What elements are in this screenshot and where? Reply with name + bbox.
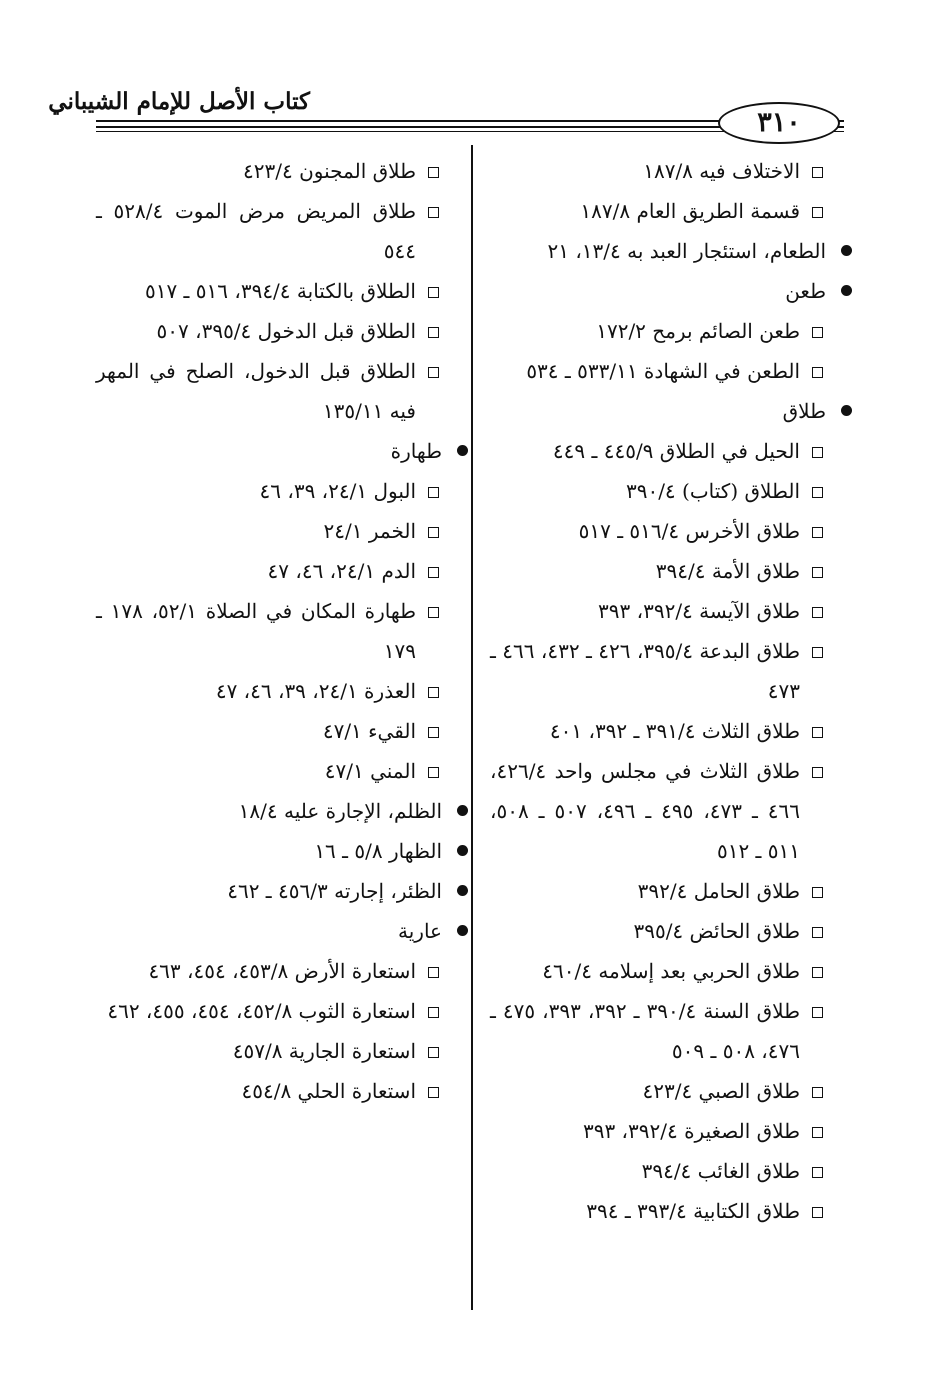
filled-bullet-icon: [457, 805, 468, 816]
hollow-square-bullet-icon: [812, 527, 823, 538]
index-column-right: [490, 151, 826, 1231]
index-subentry: [96, 951, 442, 991]
hollow-square-bullet-icon: [428, 287, 439, 298]
entry-text: طلاق الثلاث في مجلس واحد ٤٢٦/٤، ٤٦٦ ـ ٤٧٣، ٤٩٥ ـ ٤٩٦، ٥٠٧ ـ ٥٠٨، ٥١١ ـ ٥١٢: [490, 759, 801, 863]
index-subentry: [490, 551, 826, 591]
entry-text: الظئر، إجارته ٤٥٦/٣ ـ ٤٦٢: [227, 879, 442, 903]
index-subentry: [490, 311, 826, 351]
index-subentry: [490, 911, 826, 951]
page-header: [0, 0, 944, 150]
entry-text: عارية: [398, 919, 442, 943]
entry-text: طلاق المريض مرض الموت ٥٢٨/٤ ـ ٥٤٤: [96, 199, 416, 263]
index-subentry: [490, 1111, 826, 1151]
hollow-square-bullet-icon: [812, 567, 823, 578]
entry-text: طلاق الصغيرة ٣٩٢/٤، ٣٩٣: [582, 1119, 800, 1143]
index-subentry: [490, 1071, 826, 1111]
index-subentry: [490, 951, 826, 991]
index-subentry: [490, 511, 826, 551]
index-heading-entry: [96, 431, 442, 471]
entry-text: قسمة الطريق العام ١٨٧/٨: [580, 199, 800, 223]
hollow-square-bullet-icon: [812, 927, 823, 938]
index-column-left: [96, 151, 442, 1111]
hollow-square-bullet-icon: [812, 207, 823, 218]
index-heading-entry: [96, 831, 442, 871]
entry-text: طلاق الكتابية ٣٩٣/٤ ـ ٣٩٤: [586, 1199, 800, 1223]
index-heading-entry: [96, 871, 442, 911]
entry-text: الظلم، الإجارة عليه ١٨/٤: [238, 799, 442, 823]
entry-text: الخمر ٢٤/١: [323, 519, 416, 543]
hollow-square-bullet-icon: [428, 207, 439, 218]
entry-text: طعن الصائم برمح ١٧٢/٢: [596, 319, 800, 343]
entry-text: طلاق الحربي بعد إسلامه ٤٦٠/٤: [542, 959, 800, 983]
entry-text: طلاق الثلاث ٣٩١/٤ ـ ٣٩٢، ٤٠١: [549, 719, 800, 743]
entry-text: الاختلاف فيه ١٨٧/٨: [643, 159, 800, 183]
entry-text: الطلاق (كتاب) ٣٩٠/٤: [625, 479, 800, 503]
index-subentry: [96, 591, 442, 671]
entry-text: الحيل في الطلاق ٤٤٥/٩ ـ ٤٤٩: [552, 439, 800, 463]
hollow-square-bullet-icon: [812, 1087, 823, 1098]
entry-text: طلاق السنة ٣٩٠/٤ ـ ٣٩٢، ٣٩٣، ٤٧٥ ـ ٤٧٦، ٥٠٨ ـ ٥٠٩: [490, 999, 800, 1063]
index-subentry: [490, 871, 826, 911]
hollow-square-bullet-icon: [812, 167, 823, 178]
hollow-square-bullet-icon: [428, 487, 439, 498]
hollow-square-bullet-icon: [812, 487, 823, 498]
index-subentry: [490, 751, 826, 871]
entry-text: طلاق: [782, 399, 826, 423]
index-subentry: [96, 1071, 442, 1111]
book-title: كتاب الأصل للإمام الشيباني: [48, 88, 310, 115]
entry-text: استعارة الثوب ٤٥٢/٨، ٤٥٤، ٤٥٥، ٤٦٢: [107, 999, 416, 1023]
hollow-square-bullet-icon: [428, 607, 439, 618]
hollow-square-bullet-icon: [812, 967, 823, 978]
hollow-square-bullet-icon: [812, 1007, 823, 1018]
entry-text: طلاق الصبي ٤٢٣/٤: [642, 1079, 800, 1103]
index-subentry: [490, 591, 826, 631]
entry-text: المني ٤٧/١: [324, 759, 416, 783]
index-subentry: [490, 471, 826, 511]
index-subentry: [96, 671, 442, 711]
page-number: ٣١٠: [718, 102, 840, 144]
index-subentry: [96, 271, 442, 311]
hollow-square-bullet-icon: [428, 167, 439, 178]
filled-bullet-icon: [457, 925, 468, 936]
index-subentry: [96, 151, 442, 191]
index-subentry: [490, 991, 826, 1071]
hollow-square-bullet-icon: [812, 447, 823, 458]
hollow-square-bullet-icon: [812, 727, 823, 738]
index-subentry: [96, 471, 442, 511]
hollow-square-bullet-icon: [428, 767, 439, 778]
entry-text: الطعن في الشهادة ٥٣٣/١١ ـ ٥٣٤: [526, 359, 800, 383]
entry-text: طلاق الغائب ٣٩٤/٤: [641, 1159, 800, 1183]
index-heading-entry: [490, 271, 826, 311]
index-subentry: [96, 711, 442, 751]
entry-text: الدم ٢٤/١، ٤٦، ٤٧: [267, 559, 416, 583]
entry-text: الطلاق قبل الدخول، الصلح في المهر فيه ١٣٥/١١: [96, 359, 416, 423]
entry-text: العذرة ٢٤/١، ٣٩، ٤٦، ٤٧: [215, 679, 416, 703]
hollow-square-bullet-icon: [812, 1167, 823, 1178]
hollow-square-bullet-icon: [428, 367, 439, 378]
hollow-square-bullet-icon: [812, 767, 823, 778]
entry-text: طعن: [785, 279, 826, 303]
entry-text: الظهار ٥/٨ ـ ١٦: [314, 839, 442, 863]
index-subentry: [490, 191, 826, 231]
index-subentry: [96, 311, 442, 351]
index-subentry: [490, 151, 826, 191]
index-heading-entry: [96, 791, 442, 831]
entry-text: البول ٢٤/١، ٣٩، ٤٦: [259, 479, 416, 503]
hollow-square-bullet-icon: [428, 967, 439, 978]
index-subentry: [490, 1191, 826, 1231]
entry-text: الطعام، استئجار العبد به ١٣/٤، ٢١: [547, 239, 826, 263]
column-divider: [471, 145, 473, 1310]
hollow-square-bullet-icon: [428, 1047, 439, 1058]
entry-text: طهارة: [390, 439, 442, 463]
hollow-square-bullet-icon: [428, 1087, 439, 1098]
index-subentry: [96, 991, 442, 1031]
hollow-square-bullet-icon: [812, 607, 823, 618]
index-subentry: [490, 431, 826, 471]
index-subentry: [96, 511, 442, 551]
filled-bullet-icon: [841, 245, 852, 256]
entry-text: طلاق الحائض ٣٩٥/٤: [633, 919, 800, 943]
hollow-square-bullet-icon: [812, 1207, 823, 1218]
index-subentry: [96, 351, 442, 431]
hollow-square-bullet-icon: [428, 327, 439, 338]
entry-text: استعارة الجارية ٤٥٧/٨: [232, 1039, 416, 1063]
entry-text: القيء ٤٧/١: [322, 719, 416, 743]
entry-text: استعارة الأرض ٤٥٣/٨، ٤٥٤، ٤٦٣: [148, 959, 416, 983]
hollow-square-bullet-icon: [428, 527, 439, 538]
index-subentry: [96, 551, 442, 591]
hollow-square-bullet-icon: [812, 327, 823, 338]
entry-text: طلاق المجنون ٤٢٣/٤: [243, 159, 416, 183]
entry-text: طلاق الأمة ٣٩٤/٤: [655, 559, 800, 583]
hollow-square-bullet-icon: [428, 687, 439, 698]
entry-text: طلاق الحامل ٣٩٢/٤: [637, 879, 800, 903]
index-subentry: [490, 1151, 826, 1191]
index-subentry: [490, 351, 826, 391]
filled-bullet-icon: [457, 845, 468, 856]
hollow-square-bullet-icon: [812, 367, 823, 378]
entry-text: طلاق البدعة ٣٩٥/٤، ٤٢٦ ـ ٤٣٢، ٤٦٦ ـ ٤٧٣: [490, 639, 800, 703]
entry-text: طلاق الآيسة ٣٩٢/٤، ٣٩٣: [598, 599, 800, 623]
hollow-square-bullet-icon: [428, 567, 439, 578]
index-subentry: [490, 711, 826, 751]
filled-bullet-icon: [457, 885, 468, 896]
hollow-square-bullet-icon: [812, 647, 823, 658]
index-subentry: [96, 751, 442, 791]
entry-text: الطلاق بالكتابة ٣٩٤/٤، ٥١٦ ـ ٥١٧: [144, 279, 416, 303]
index-subentry: [490, 631, 826, 711]
entry-text: الطلاق قبل الدخول ٣٩٥/٤، ٥٠٧: [156, 319, 416, 343]
filled-bullet-icon: [457, 445, 468, 456]
filled-bullet-icon: [841, 405, 852, 416]
entry-text: طلاق الأخرس ٥١٦/٤ ـ ٥١٧: [578, 519, 800, 543]
index-heading-entry: [490, 231, 826, 271]
hollow-square-bullet-icon: [428, 727, 439, 738]
index-subentry: [96, 191, 442, 271]
filled-bullet-icon: [841, 285, 852, 296]
entry-text: طهارة المكان في الصلاة ٥٢/١، ١٧٨ ـ ١٧٩: [96, 599, 417, 663]
hollow-square-bullet-icon: [812, 887, 823, 898]
hollow-square-bullet-icon: [812, 1127, 823, 1138]
hollow-square-bullet-icon: [428, 1007, 439, 1018]
index-subentry: [96, 1031, 442, 1071]
entry-text: استعارة الحلي ٤٥٤/٨: [241, 1079, 416, 1103]
index-heading-entry: [96, 911, 442, 951]
index-heading-entry: [490, 391, 826, 431]
